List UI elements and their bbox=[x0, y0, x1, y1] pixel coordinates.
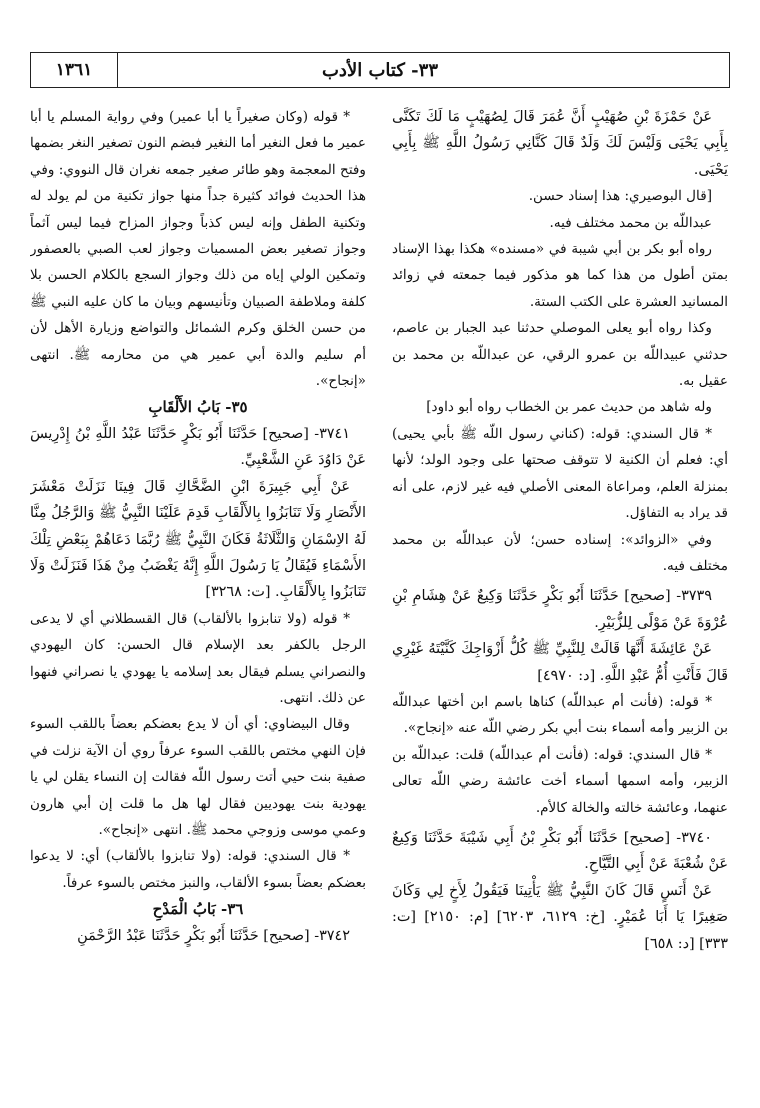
hadith-text: عَنْ عَائِشَةَ أَنَّهَا قَالَتْ لِلنَّبِيِّ ﷺ كُلُّ أَزْوَاجِكَ كَنَّيْتَهُ غَيْرِي قَالَ فَأَنْتِ أُمُّ عَبْدِ اللَّهِ. [د: ٤٩٧٠] bbox=[392, 641, 728, 684]
hadith-chain: ٣٧٤١- [صحيح] حَدَّثَنَا أَبُو بَكْرٍ حَدَّثَنَا عَبْدُ اللَّهِ بْنُ إِدْرِيسَ عَنْ دَاوُدَ عَنِ الشَّعْبِيِّ. bbox=[30, 425, 366, 469]
commentary-paragraph: وله شاهد من حديث عمر بن الخطاب رواه أبو داود] bbox=[426, 399, 712, 416]
chapter-heading: ٣٥- بَابُ الأَلْقَابِ bbox=[148, 398, 248, 417]
right-column bbox=[392, 104, 728, 1089]
chapter-title: ٣٣- كتاب الأدب bbox=[321, 59, 438, 81]
column-divider bbox=[374, 104, 375, 1089]
hadith-chain: ٣٧٤٠- [صحيح] حَدَّثَنَا أَبُو بَكْرِ بْنُ أَبِي شَيْبَةَ حَدَّثَنَا وَكِيعٌ عَنْ شُعْبَةَ عَنْ أَبِي التَّيَّاحِ. bbox=[392, 829, 728, 873]
commentary-paragraph: * قوله (ولا تنابزوا بالألقاب) قال القسطلاني أي لا يدعى الرجل بالكفر بعد الإسلام قال الحسن: كان اليهودي والنصراني يسلم فيقال بعد إسلامه يا يهودي يا نصراني فنهوا عن ذلك. انتهى. bbox=[30, 610, 366, 706]
left-column bbox=[30, 104, 366, 1089]
page-number: ١٣٦١ bbox=[31, 53, 118, 87]
commentary-paragraph: وكذا رواه أبو يعلى الموصلي حدثنا عبد الجبار بن عاصم، حدثني عبيداللّه بن عمرو الرقي، عن عبداللّه بن محمد بن عقيل به. bbox=[392, 320, 728, 390]
grading-note: [قال البوصيري: هذا إسناد حسن. bbox=[528, 188, 712, 205]
hadith-text: عَنْ حَمْزَةَ بْنِ صُهَيْبٍ أَنَّ عُمَرَ قَالَ لِصُهَيْبٍ مَا لَكَ تَكَنَّى بِأَبِي يَحْيَى وَلَيْسَ لَكَ وَلَدٌ قَالَ كَنَّانِي رَسُولُ اللَّهِ ﷺ بِأَبِي يَحْيَى. bbox=[392, 109, 728, 178]
hadith-text: عَنْ أَبِي جَبِيرَةَ ابْنِ الضَّحَّاكِ قَالَ فِينَا نَزَلَتْ مَعْشَرَ الأَنْصَارِ وَلَا تَنَابَزُوا بِالأَلْقَابِ قَدِمَ عَلَيْنَا النَّبِيُّ ﷺ وَالرَّجُلُ مِنَّا لَهُ الاِسْمَانِ وَالثَّلَاثَةُ فَكَانَ النَّبِيُّ ﷺ رُبَّمَا دَعَاهُمْ بِبَعْضِ تِلْكَ الأَسْمَاءِ فَيُقَالُ يَا رَسُولَ اللَّهِ إِنَّهُ يَغْضَبُ مِنْ هَذَا فَنَزَلَتْ وَلَا تَنَابَزُوا بِالأَلْقَابِ. [ت: ٣٢٦٨] bbox=[30, 478, 366, 601]
sindi-commentary: * قال السندي: قوله: (ولا تنابزوا بالألقاب) أي: لا يدعوا بعضكم بعضاً بسوء الألقاب، والنبز مختص بالسوء عرفاً. bbox=[30, 848, 366, 891]
hadith-chain: ٣٧٣٩- [صحيح] حَدَّثَنَا أَبُو بَكْرٍ حَدَّثَنَا وَكِيعٌ عَنْ هِشَامِ بْنِ عُرْوَةَ عَنْ مَوْلًى لِلزُّبَيْرِ. bbox=[392, 588, 728, 631]
zawaid-note: وفي «الزوائد»: إسناده حسن؛ لأن عبداللّه بن محمد مختلف فيه. bbox=[392, 531, 728, 574]
sindi-commentary: * قال السندي: قوله: (كناني رسول اللّه ﷺ بأبي يحيى) أي: فعلم أن الكنية لا تتوقف صحتها على وجود الولد؛ لأنها بمنزلة العلم، ومراعاة المعنى الأصلي فيه غير لازم، على أنه قد يراد به التفاؤل. bbox=[392, 425, 728, 522]
commentary-paragraph: * قوله: (فأنت أم عبداللّه) كناها باسم ابن أختها عبداللّه بن الزبير وأمه أسماء بنت أبي بكر رضي اللّه عنه «إنجاح». bbox=[392, 693, 728, 737]
commentary-paragraph: وقال البيضاوي: أي أن لا يدع بعضكم بعضاً باللقب السوء فإن النهي مختص باللقب السوء عرفاً روي أن الآية نزلت في صفية بنت حيي أتت رسول اللّه فقالت إن النساء يقلن لي يا يهودية بنت يهوديين فقال لها هل ما قلت إن أبي هارون وعمي موسى وزوجي محمد ﷺ. انتهى «إنجاح». bbox=[30, 716, 366, 838]
commentary-paragraph: * قوله (وكان صغيراً يا أبا عمير) وفي رواية المسلم يا أبا عمير ما فعل النغير أما النغير فبضم النون تصغير النغر بضمها وفتح المعجمة وهو طائر صغير جمعه نغران قال النووي: وفي هذا الحديث فوائد كثيرة جداً منها جواز تكنية من لم يولد له وتكنية الطفل وإنه ليس كذباً وجواز المزاح فيما ليس آثماً وجواز تصغير بعض المسميات وجواز لعب الصبي بالعصفور وتمكين الولي إياه من ذلك وجواز السجع بالكلام الحسن بلا كلفة وملاطفة الصبيان وتأنيسهم وبيان ما كان عليه النبي ﷺ من حسن الخلق وكرم الشمائل والتواضع وزيارة الأهل لأن أم سليم والدة أبي عمير هي من محارمه ﷺ. انتهى «إنجاح». bbox=[30, 109, 366, 390]
hadith-text: عَنْ أَنَسٍ قَالَ كَانَ النَّبِيُّ ﷺ يَأْتِينَا فَيَقُولُ لِأَخٍ لِي وَكَانَ صَغِيرًا يَا أَبَا عُمَيْرٍ. [خ: ٦١٢٩، ٦٢٠٣] [م: ٢١٥٠] [ت: ٣٣٣] [د: ٦٥٨] bbox=[392, 882, 728, 952]
sindi-commentary: * قال السندي: قوله: (فأنت أم عبداللّه) قلت: عبداللّه بن الزبير، وأمه اسمها أسماء أخت عائشة رضي اللّه تعالى عنهما، وعائشة خالته والخالة كالأم. bbox=[392, 746, 728, 816]
commentary-paragraph: رواه أبو بكر بن أبي شيبة في «مسنده» هكذا بهذا الإسناد بمتن أطول من هذا كما هو مذكور فيما جمعته في زوائد المسانيد العشرة على الكتب الستة. bbox=[392, 241, 728, 310]
chapter-heading: ٣٦- بَابُ الْمَدْحِ bbox=[152, 900, 244, 919]
page-header bbox=[30, 52, 730, 88]
hadith-chain: ٣٧٤٢- [صحيح] حَدَّثَنَا أَبُو بَكْرٍ حَدَّثَنَا عَبْدُ الرَّحْمَنِ bbox=[77, 927, 350, 944]
narrator-note: عبداللّه بن محمد مختلف فيه. bbox=[549, 214, 712, 231]
